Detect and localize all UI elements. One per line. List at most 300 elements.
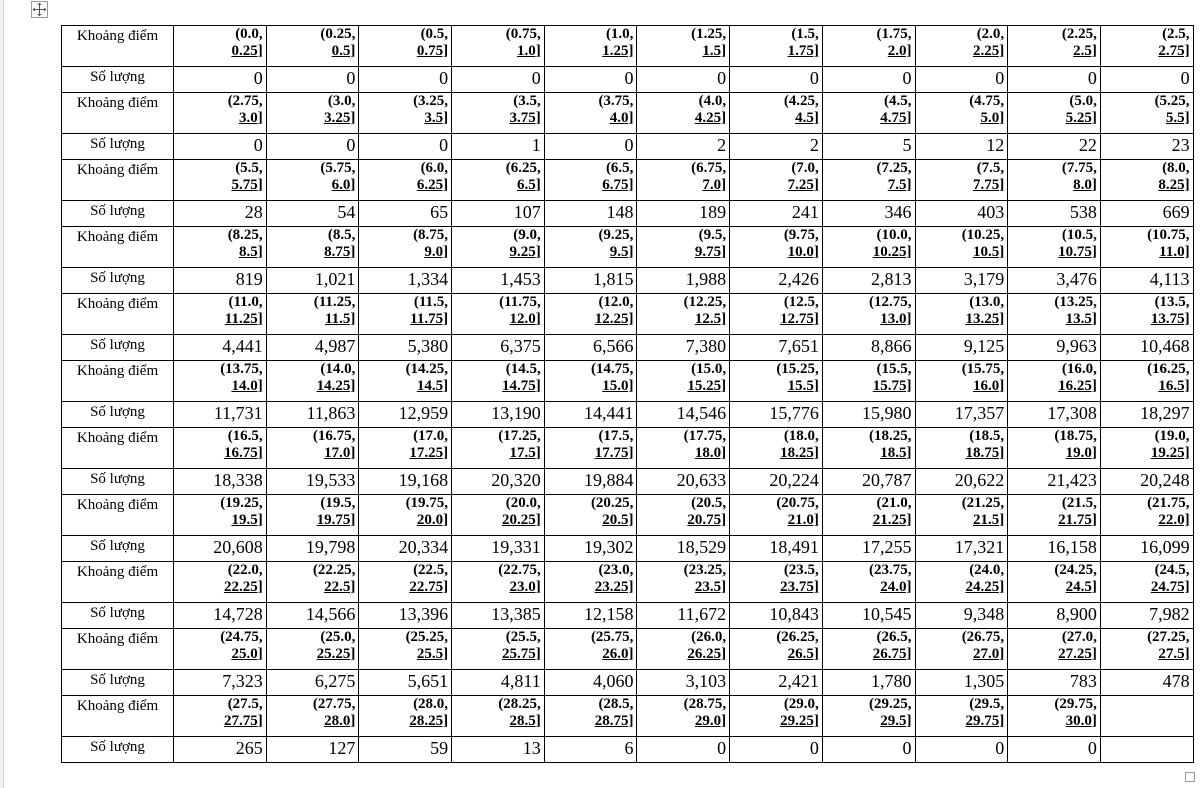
range-cell[interactable] (1100, 361, 1193, 402)
count-cell[interactable]: 54 (266, 201, 359, 227)
count-cell[interactable]: 13,190 (452, 402, 545, 428)
range-cell[interactable] (452, 227, 545, 268)
range-cell[interactable] (174, 629, 267, 670)
range-upper-bound: 2.0] (887, 43, 912, 59)
range-row-label[interactable]: Khoảng điểm (62, 93, 174, 134)
count-cell[interactable]: 0 (544, 67, 637, 93)
range-cell[interactable] (174, 361, 267, 402)
range-cell[interactable] (452, 562, 545, 603)
range-cell[interactable] (915, 160, 1008, 201)
count-cell[interactable]: 18,297 (1100, 402, 1193, 428)
count-cell[interactable]: 28 (174, 201, 267, 227)
range-cell[interactable] (266, 562, 359, 603)
count-cell[interactable]: 11,731 (174, 402, 267, 428)
range-cell[interactable] (915, 26, 1008, 67)
range-cell[interactable] (730, 495, 823, 536)
table-move-handle[interactable] (31, 1, 48, 18)
range-cell[interactable] (1100, 562, 1193, 603)
count-cell[interactable]: 5 (822, 134, 915, 160)
range-cell[interactable] (359, 227, 452, 268)
count-cell[interactable]: 0 (915, 737, 1008, 763)
range-cell[interactable] (1008, 562, 1101, 603)
range-cell[interactable] (359, 629, 452, 670)
count-cell[interactable]: 10,545 (822, 603, 915, 629)
count-cell[interactable]: 819 (174, 268, 267, 294)
count-cell[interactable]: 2 (637, 134, 730, 160)
count-cell[interactable]: 2,813 (822, 268, 915, 294)
range-lower-bound: (8.0, (1162, 160, 1190, 176)
range-lower-bound: (4.0, (698, 93, 727, 109)
count-cell[interactable]: 59 (359, 737, 452, 763)
range-cell[interactable] (544, 93, 637, 134)
count-cell[interactable]: 12 (915, 134, 1008, 160)
count-cell[interactable]: 16,099 (1100, 536, 1193, 562)
count-cell[interactable]: 0 (359, 134, 452, 160)
count-cell[interactable]: 1,021 (266, 268, 359, 294)
range-cell[interactable] (730, 227, 823, 268)
range-cell[interactable] (822, 227, 915, 268)
range-cell[interactable] (266, 294, 359, 335)
count-cell[interactable]: 12,158 (544, 603, 637, 629)
range-cell[interactable] (915, 428, 1008, 469)
count-cell[interactable]: 1,988 (637, 268, 730, 294)
count-cell[interactable]: 7,323 (174, 670, 267, 696)
range-row-label[interactable]: Khoảng điểm (62, 26, 174, 67)
range-cell[interactable] (174, 495, 267, 536)
count-cell[interactable]: 20,248 (1100, 469, 1193, 495)
count-cell[interactable]: 17,357 (915, 402, 1008, 428)
count-cell[interactable]: 9,348 (915, 603, 1008, 629)
range-cell[interactable] (730, 361, 823, 402)
range-cell[interactable] (359, 428, 452, 469)
range-cell[interactable] (915, 562, 1008, 603)
range-upper-bound: 9.75] (694, 244, 727, 260)
count-cell[interactable]: 14,546 (637, 402, 730, 428)
range-cell[interactable] (452, 428, 545, 469)
count-cell[interactable]: 20,608 (174, 536, 267, 562)
range-upper-bound: 20.25] (502, 512, 541, 528)
range-cell[interactable] (1008, 160, 1101, 201)
range-lower-bound: (23.25, (683, 562, 727, 578)
count-cell[interactable]: 4,811 (452, 670, 545, 696)
range-cell[interactable] (266, 696, 359, 737)
range-row-label[interactable]: Khoảng điểm (62, 629, 174, 670)
count-cell[interactable]: 0 (730, 737, 823, 763)
count-cell[interactable]: 21,423 (1008, 469, 1101, 495)
count-cell[interactable]: 783 (1008, 670, 1101, 696)
count-cell[interactable]: 3,179 (915, 268, 1008, 294)
range-row (62, 361, 1194, 402)
count-cell[interactable]: 0 (174, 67, 267, 93)
range-row-label[interactable]: Khoảng điểm (62, 361, 174, 402)
count-cell[interactable]: 15,980 (822, 402, 915, 428)
count-row-label[interactable]: Số lượng (62, 670, 174, 696)
range-row-label[interactable]: Khoảng điểm (62, 562, 174, 603)
range-row-label[interactable]: Khoảng điểm (62, 428, 174, 469)
range-cell[interactable] (637, 93, 730, 134)
count-cell[interactable]: 7,651 (730, 335, 823, 361)
range-upper-bound: 16.5] (1158, 378, 1190, 394)
count-cell[interactable]: 13 (452, 737, 545, 763)
range-cell[interactable] (1008, 428, 1101, 469)
range-cell[interactable] (544, 26, 637, 67)
count-cell[interactable]: 1,815 (544, 268, 637, 294)
count-cell[interactable]: 2,421 (730, 670, 823, 696)
range-cell[interactable] (915, 294, 1008, 335)
range-cell[interactable] (174, 428, 267, 469)
count-cell[interactable]: 3,476 (1008, 268, 1101, 294)
range-cell[interactable] (730, 428, 823, 469)
range-cell[interactable] (452, 160, 545, 201)
range-cell[interactable] (266, 495, 359, 536)
count-row-label[interactable]: Số lượng (62, 469, 174, 495)
count-cell[interactable] (1100, 737, 1193, 763)
range-lower-bound: (13.0, (969, 294, 1005, 310)
range-upper-bound: 12.5] (694, 311, 727, 327)
count-cell[interactable]: 6,375 (452, 335, 545, 361)
range-row (62, 93, 1194, 134)
count-cell[interactable]: 17,308 (1008, 402, 1101, 428)
range-lower-bound: (24.5, (1154, 562, 1190, 578)
range-lower-bound: (26.0, (691, 629, 727, 645)
range-cell[interactable] (452, 93, 545, 134)
range-cell[interactable] (822, 93, 915, 134)
count-cell[interactable]: 19,798 (266, 536, 359, 562)
count-cell[interactable]: 65 (359, 201, 452, 227)
range-cell[interactable] (544, 160, 637, 201)
count-cell[interactable]: 0 (174, 134, 267, 160)
count-cell[interactable]: 127 (266, 737, 359, 763)
count-cell[interactable]: 4,987 (266, 335, 359, 361)
count-cell[interactable]: 19,884 (544, 469, 637, 495)
range-cell[interactable] (174, 696, 267, 737)
range-row-label[interactable]: Khoảng điểm (62, 495, 174, 536)
range-cell[interactable] (452, 629, 545, 670)
range-lower-bound: (1.75, (876, 26, 912, 42)
range-cell[interactable] (915, 495, 1008, 536)
count-cell[interactable]: 20,787 (822, 469, 915, 495)
range-cell[interactable] (637, 26, 730, 67)
count-cell[interactable]: 107 (452, 201, 545, 227)
count-cell[interactable]: 0 (544, 134, 637, 160)
count-cell[interactable]: 478 (1100, 670, 1193, 696)
range-cell[interactable] (359, 26, 452, 67)
count-cell[interactable]: 0 (359, 67, 452, 93)
range-cell[interactable] (1100, 629, 1193, 670)
range-cell[interactable] (822, 696, 915, 737)
range-cell[interactable] (174, 26, 267, 67)
range-cell[interactable] (730, 562, 823, 603)
range-upper-bound: 5.0] (980, 110, 1005, 126)
range-cell[interactable] (452, 361, 545, 402)
range-lower-bound: (3.25, (413, 93, 449, 109)
count-cell[interactable]: 4,060 (544, 670, 637, 696)
range-cell[interactable] (915, 361, 1008, 402)
count-cell[interactable]: 18,529 (637, 536, 730, 562)
range-cell[interactable] (637, 495, 730, 536)
range-cell[interactable] (359, 93, 452, 134)
range-cell[interactable] (822, 160, 915, 201)
count-cell[interactable]: 5,651 (359, 670, 452, 696)
count-row-label[interactable]: Số lượng (62, 134, 174, 160)
range-cell[interactable] (1100, 26, 1193, 67)
range-cell[interactable] (266, 361, 359, 402)
range-cell[interactable] (637, 160, 730, 201)
count-cell[interactable]: 0 (822, 67, 915, 93)
count-cell[interactable]: 0 (637, 737, 730, 763)
range-cell[interactable] (637, 696, 730, 737)
range-cell[interactable] (822, 26, 915, 67)
range-cell[interactable] (822, 629, 915, 670)
count-row (62, 737, 1194, 763)
range-cell[interactable] (822, 495, 915, 536)
range-cell[interactable] (452, 26, 545, 67)
count-cell[interactable]: 9,125 (915, 335, 1008, 361)
range-cell[interactable] (1008, 629, 1101, 670)
count-cell[interactable]: 0 (637, 67, 730, 93)
range-cell[interactable] (1008, 294, 1101, 335)
count-cell[interactable]: 11,863 (266, 402, 359, 428)
range-cell[interactable] (822, 294, 915, 335)
range-lower-bound: (26.75, (961, 629, 1005, 645)
count-cell[interactable]: 0 (915, 67, 1008, 93)
count-cell[interactable]: 538 (1008, 201, 1101, 227)
range-upper-bound: 9.5] (609, 244, 634, 260)
count-cell[interactable]: 14,566 (266, 603, 359, 629)
range-cell[interactable] (544, 629, 637, 670)
range-cell[interactable] (359, 361, 452, 402)
count-cell[interactable]: 8,866 (822, 335, 915, 361)
count-cell[interactable]: 1,334 (359, 268, 452, 294)
range-cell[interactable] (266, 227, 359, 268)
count-cell[interactable]: 20,633 (637, 469, 730, 495)
range-cell[interactable] (1008, 495, 1101, 536)
count-cell[interactable]: 403 (915, 201, 1008, 227)
count-cell[interactable]: 6 (544, 737, 637, 763)
range-cell[interactable] (544, 227, 637, 268)
count-cell[interactable]: 2,426 (730, 268, 823, 294)
count-cell[interactable]: 10,843 (730, 603, 823, 629)
range-cell[interactable] (1100, 294, 1193, 335)
count-cell[interactable]: 0 (266, 134, 359, 160)
range-cell[interactable] (1100, 227, 1193, 268)
range-cell[interactable] (266, 629, 359, 670)
count-cell[interactable]: 7,982 (1100, 603, 1193, 629)
count-cell[interactable]: 5,380 (359, 335, 452, 361)
range-cell[interactable] (730, 160, 823, 201)
range-lower-bound: (28.5, (598, 696, 634, 712)
count-cell[interactable]: 7,380 (637, 335, 730, 361)
range-cell[interactable] (359, 562, 452, 603)
range-cell[interactable] (637, 629, 730, 670)
range-cell[interactable] (1008, 696, 1101, 737)
count-cell[interactable]: 1,305 (915, 670, 1008, 696)
range-cell[interactable] (915, 227, 1008, 268)
range-cell[interactable] (266, 428, 359, 469)
range-cell[interactable] (266, 26, 359, 67)
range-cell[interactable] (730, 294, 823, 335)
count-cell[interactable]: 19,168 (359, 469, 452, 495)
count-cell[interactable]: 0 (822, 737, 915, 763)
count-cell[interactable]: 4,441 (174, 335, 267, 361)
range-cell[interactable] (1100, 696, 1193, 737)
count-cell[interactable]: 20,334 (359, 536, 452, 562)
range-cell[interactable] (544, 696, 637, 737)
range-cell[interactable] (1008, 93, 1101, 134)
count-cell[interactable]: 346 (822, 201, 915, 227)
range-cell[interactable] (544, 428, 637, 469)
count-cell[interactable]: 0 (1008, 67, 1101, 93)
count-cell[interactable]: 241 (730, 201, 823, 227)
count-cell[interactable]: 18,338 (174, 469, 267, 495)
range-upper-bound: 18.75] (965, 445, 1005, 461)
range-cell[interactable] (452, 294, 545, 335)
range-lower-bound: (15.0, (691, 361, 727, 377)
range-upper-bound: 25.75] (502, 646, 541, 662)
range-cell[interactable] (544, 294, 637, 335)
count-cell[interactable]: 16,158 (1008, 536, 1101, 562)
count-cell[interactable]: 20,224 (730, 469, 823, 495)
range-lower-bound: (7.5, (976, 160, 1005, 176)
count-row-label[interactable]: Số lượng (62, 67, 174, 93)
count-cell[interactable]: 9,963 (1008, 335, 1101, 361)
range-cell[interactable] (174, 93, 267, 134)
count-row-label[interactable]: Số lượng (62, 201, 174, 227)
count-cell[interactable]: 669 (1100, 201, 1193, 227)
count-cell[interactable]: 6,566 (544, 335, 637, 361)
count-row-label[interactable]: Số lượng (62, 536, 174, 562)
range-cell[interactable] (637, 227, 730, 268)
count-row-label[interactable]: Số lượng (62, 402, 174, 428)
count-cell[interactable]: 8,900 (1008, 603, 1101, 629)
range-cell[interactable] (266, 160, 359, 201)
range-cell[interactable] (915, 93, 1008, 134)
range-upper-bound: 3.0] (238, 110, 263, 126)
count-row-label[interactable]: Số lượng (62, 268, 174, 294)
count-cell[interactable]: 11,672 (637, 603, 730, 629)
count-cell[interactable]: 0 (452, 67, 545, 93)
range-upper-bound: 14.75] (502, 378, 541, 394)
count-cell[interactable]: 0 (1008, 737, 1101, 763)
count-cell[interactable]: 0 (730, 67, 823, 93)
count-cell[interactable]: 3,103 (637, 670, 730, 696)
range-cell[interactable] (544, 361, 637, 402)
range-cell[interactable] (174, 160, 267, 201)
count-row-label[interactable]: Số lượng (62, 335, 174, 361)
range-cell[interactable] (637, 294, 730, 335)
count-cell[interactable]: 1,453 (452, 268, 545, 294)
table-resize-handle[interactable] (1185, 772, 1195, 782)
range-cell[interactable] (822, 428, 915, 469)
range-cell[interactable] (822, 562, 915, 603)
range-cell[interactable] (730, 93, 823, 134)
range-cell[interactable] (1100, 160, 1193, 201)
count-cell[interactable]: 19,533 (266, 469, 359, 495)
range-cell[interactable] (544, 562, 637, 603)
range-cell[interactable] (637, 562, 730, 603)
count-cell[interactable]: 2 (730, 134, 823, 160)
range-cell[interactable] (822, 361, 915, 402)
count-row-label[interactable]: Số lượng (62, 737, 174, 763)
count-cell[interactable]: 10,468 (1100, 335, 1193, 361)
range-cell[interactable] (637, 428, 730, 469)
range-row-label[interactable]: Khoảng điểm (62, 160, 174, 201)
range-cell[interactable] (915, 629, 1008, 670)
count-cell[interactable]: 19,331 (452, 536, 545, 562)
range-cell[interactable] (1008, 227, 1101, 268)
range-cell[interactable] (730, 26, 823, 67)
count-cell[interactable]: 20,320 (452, 469, 545, 495)
range-row-label[interactable]: Khoảng điểm (62, 696, 174, 737)
range-cell[interactable] (730, 696, 823, 737)
range-lower-bound: (27.25, (1147, 629, 1190, 645)
count-cell[interactable]: 265 (174, 737, 267, 763)
range-cell[interactable] (1100, 93, 1193, 134)
range-row-label[interactable]: Khoảng điểm (62, 227, 174, 268)
range-cell[interactable] (359, 160, 452, 201)
count-cell[interactable]: 23 (1100, 134, 1193, 160)
range-cell[interactable] (359, 696, 452, 737)
count-cell[interactable]: 4,113 (1100, 268, 1193, 294)
count-cell[interactable]: 20,622 (915, 469, 1008, 495)
count-cell[interactable]: 12,959 (359, 402, 452, 428)
count-cell[interactable]: 22 (1008, 134, 1101, 160)
range-cell[interactable] (1008, 361, 1101, 402)
range-upper-bound: 1.0] (517, 43, 541, 59)
count-cell[interactable]: 15,776 (730, 402, 823, 428)
count-cell[interactable]: 13,396 (359, 603, 452, 629)
range-cell[interactable] (359, 495, 452, 536)
range-upper-bound: 3.5] (424, 110, 449, 126)
range-lower-bound: (18.5, (969, 428, 1005, 444)
count-cell[interactable]: 13,385 (452, 603, 545, 629)
range-cell[interactable] (359, 294, 452, 335)
count-cell[interactable]: 14,728 (174, 603, 267, 629)
count-row-label[interactable]: Số lượng (62, 603, 174, 629)
count-cell[interactable]: 19,302 (544, 536, 637, 562)
range-cell[interactable] (730, 629, 823, 670)
range-cell[interactable] (915, 696, 1008, 737)
count-cell[interactable]: 0 (1100, 67, 1193, 93)
range-cell[interactable] (174, 562, 267, 603)
range-lower-bound: (6.0, (420, 160, 449, 176)
range-cell[interactable] (266, 93, 359, 134)
range-cell[interactable] (174, 227, 267, 268)
count-cell[interactable]: 17,321 (915, 536, 1008, 562)
range-cell[interactable] (637, 361, 730, 402)
range-row-label[interactable]: Khoảng điểm (62, 294, 174, 335)
range-cell[interactable] (1008, 26, 1101, 67)
count-cell[interactable]: 14,441 (544, 402, 637, 428)
count-cell[interactable]: 1,780 (822, 670, 915, 696)
range-cell[interactable] (1100, 428, 1193, 469)
count-cell[interactable]: 189 (637, 201, 730, 227)
range-lower-bound: (15.5, (876, 361, 912, 377)
range-cell[interactable] (452, 495, 545, 536)
range-cell[interactable] (544, 495, 637, 536)
count-cell[interactable]: 0 (266, 67, 359, 93)
range-cell[interactable] (174, 294, 267, 335)
count-cell[interactable]: 1 (452, 134, 545, 160)
range-cell[interactable] (452, 696, 545, 737)
range-upper-bound: 7.25] (787, 177, 819, 193)
count-cell[interactable]: 6,275 (266, 670, 359, 696)
count-cell[interactable]: 17,255 (822, 536, 915, 562)
count-cell[interactable]: 18,491 (730, 536, 823, 562)
count-cell[interactable]: 148 (544, 201, 637, 227)
range-cell[interactable] (1100, 495, 1193, 536)
range-lower-bound: (14.25, (405, 361, 449, 377)
